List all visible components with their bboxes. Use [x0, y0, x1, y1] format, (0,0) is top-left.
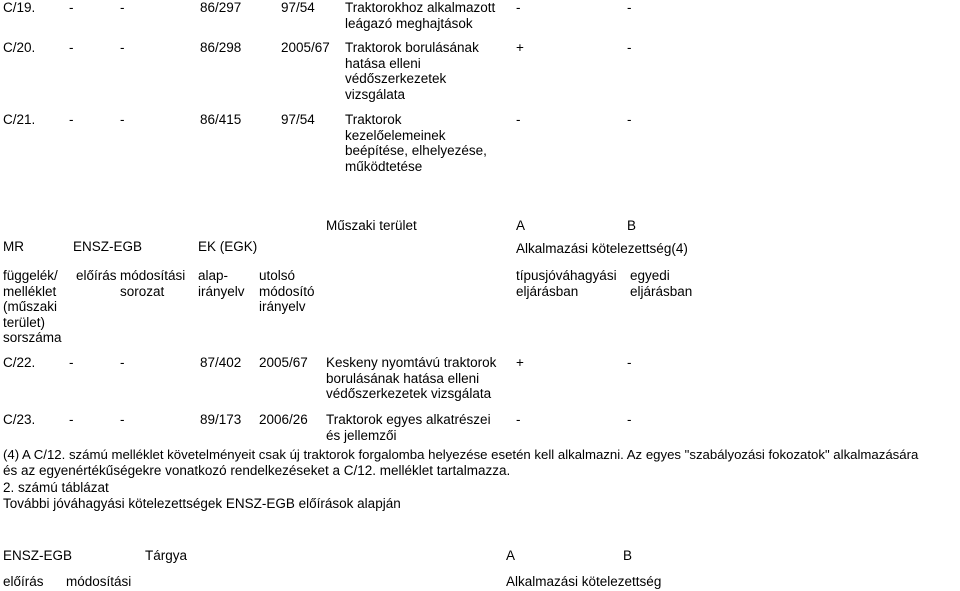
subject: Keskeny nyomtávú traktorok borulásának hatása elleni védőszerkezetek vizsgálata [326, 355, 497, 401]
table-title: További jóváhagyási kötelezettségek ENSZ-EGB előírások alapján [3, 496, 401, 511]
footnote-4-line1: (4) A C/12. számú melléklet követelményeit csak új traktorok forgalomba helyezése esetén kell alkalmazni. Az egyes "szabályozási fokozatok" alkalmazására [3, 447, 919, 462]
col-b-value: - [627, 355, 632, 370]
type-approval-heading: típusjóváhagyási eljárásban [516, 268, 617, 299]
last-amending-directive: 97/54 [281, 0, 315, 15]
ek-egk-heading: EK (EGK) [198, 239, 258, 254]
col-b-value: - [627, 412, 632, 427]
ece-dash: - [69, 412, 74, 427]
ece-series-dash: - [120, 0, 125, 15]
individual-approval-heading: egyedi eljárásban [630, 268, 693, 299]
col-a-value: + [516, 40, 524, 55]
subject: Traktorokhoz alkalmazott leágazó meghajtások [345, 0, 496, 31]
amendment-series-heading: módosítási sorozat [120, 268, 186, 299]
col-b-value: - [627, 40, 632, 55]
col-a-heading: A [506, 548, 516, 563]
ensz-egb-heading: ENSZ-EGB [3, 548, 73, 563]
last-amending-directive: 2006/26 [259, 412, 308, 427]
amendment-series-heading: módosítási [66, 574, 132, 589]
subject-heading: Tárgya [145, 548, 188, 563]
annex-number-heading: függelék/ melléklet (műszaki terület) sorszáma [3, 268, 62, 345]
application-obligation-heading: Alkalmazási kötelezettség(4) [516, 241, 688, 256]
col-b-heading: B [623, 548, 633, 563]
col-b-value: - [627, 112, 632, 127]
ece-dash: - [69, 112, 74, 127]
regulation-heading: előírás [76, 268, 117, 283]
application-obligation-heading: Alkalmazási kötelezettség [506, 574, 662, 589]
footnote-4-line2: és az egyenértékűségekre vonatkozó rendelkezéseket a C/12. melléklet tartalmazza. [3, 463, 511, 478]
col-a-value: - [516, 0, 521, 15]
ece-series-dash: - [120, 412, 125, 427]
subject: Traktorok egyes alkatrészei és jellemzői [326, 412, 491, 443]
ece-series-dash: - [120, 112, 125, 127]
base-directive-heading: alap- irányelv [198, 268, 245, 299]
col-a-value: - [516, 412, 521, 427]
col-a-value: - [516, 112, 521, 127]
row-number: C/19. [3, 0, 36, 15]
base-directive: 89/173 [200, 412, 242, 427]
base-directive: 86/297 [200, 0, 242, 15]
subject: Traktorok borulásának hatása elleni védőszerkezetek vizsgálata [345, 40, 479, 102]
col-b-value: - [627, 0, 632, 15]
col-b-heading: B [627, 218, 637, 233]
ece-series-dash: - [120, 40, 125, 55]
row-number: C/23. [3, 412, 36, 427]
row-number: C/20. [3, 40, 36, 55]
col-a-value: + [516, 355, 524, 370]
last-amending-directive: 2005/67 [281, 40, 330, 55]
base-directive: 87/402 [200, 355, 242, 370]
regulation-heading: előírás [3, 574, 44, 589]
ensz-egb-heading: ENSZ-EGB [73, 239, 143, 254]
last-amending-directive: 2005/67 [259, 355, 308, 370]
subject: Traktorok kezelőelemeinek beépítése, elhelyezése, működtetése [345, 112, 487, 174]
ece-series-dash: - [120, 355, 125, 370]
table-number: 2. számú táblázat [3, 480, 109, 495]
base-directive: 86/298 [200, 40, 242, 55]
last-amending-directive: 97/54 [281, 112, 315, 127]
ece-dash: - [69, 0, 74, 15]
base-directive: 86/415 [200, 112, 242, 127]
row-number: C/21. [3, 112, 36, 127]
last-amending-directive-heading: utolsó módosító irányelv [259, 268, 315, 314]
technical-area-heading: Műszaki terület [326, 218, 417, 233]
ece-dash: - [69, 355, 74, 370]
ece-dash: - [69, 40, 74, 55]
mr-heading: MR [3, 239, 24, 254]
col-a-heading: A [516, 218, 526, 233]
row-number: C/22. [3, 355, 36, 370]
